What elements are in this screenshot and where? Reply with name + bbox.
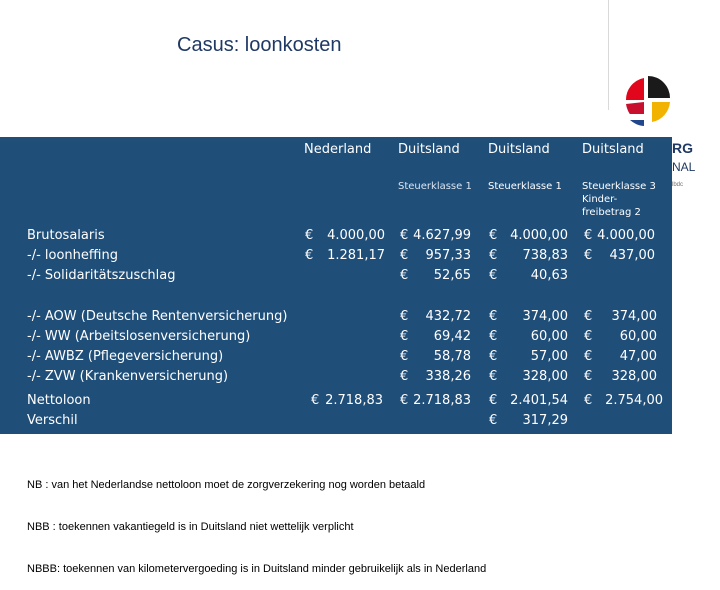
value-row: [305, 246, 385, 266]
column-header-duitsland-3: Duitsland: [582, 142, 644, 157]
value-row: [489, 391, 568, 411]
value-row: [489, 367, 568, 387]
value-row: [584, 347, 657, 367]
euro-sign: €: [584, 228, 593, 243]
values-duitsland2-netto: [489, 391, 568, 431]
value-cell: 2.718,83: [413, 393, 471, 408]
euro-sign: €: [400, 228, 409, 243]
value-row: [489, 327, 568, 347]
value-cell: 52,65: [433, 268, 471, 283]
value-row: [400, 347, 471, 367]
euro-sign: €: [400, 349, 409, 364]
value-cell: 437,00: [609, 248, 655, 263]
value-row: [311, 391, 383, 411]
value-row: [584, 367, 657, 387]
row-labels-premies: -/- AOW (Deutsche Rentenversicherung) -/- WW (Arbeitslosenversicherung) -/- AWBZ (Pflegeversicherung) -/- ZVW (Krankenversicherung): [27, 309, 288, 384]
euro-sign: €: [400, 369, 409, 384]
euro-sign: €: [400, 329, 409, 344]
value-cell: 2.718,83: [325, 393, 383, 408]
value-cell: 957,33: [425, 248, 471, 263]
value-cell: 738,83: [522, 248, 568, 263]
values-nederland-netto: [311, 391, 383, 411]
values-duitsland3-bruto: [584, 226, 655, 266]
value-cell: 4.000,00: [510, 228, 568, 243]
value-cell: 374,00: [522, 309, 568, 324]
value-cell: 4.000,00: [327, 228, 385, 243]
value-cell: 47,00: [619, 349, 657, 364]
euro-sign: €: [489, 248, 498, 263]
value-cell: 60,00: [530, 329, 568, 344]
euro-sign: €: [584, 309, 593, 324]
euro-sign: €: [489, 329, 498, 344]
logo-text-line2: NAL: [672, 160, 696, 174]
value-row: [489, 226, 568, 246]
value-row: [400, 367, 471, 387]
value-cell: 4.000,00: [597, 228, 655, 243]
value-row: [584, 246, 655, 266]
values-duitsland1-premies: [400, 307, 471, 387]
euro-sign: €: [489, 413, 498, 428]
value-cell: 2.401,54: [510, 393, 568, 408]
divider-line: [608, 0, 609, 110]
logo-text-line3: lbdc: [672, 182, 684, 188]
column-header-nederland: Nederland: [304, 142, 372, 157]
value-row: [400, 226, 471, 246]
euro-sign: €: [400, 393, 409, 408]
value-row: [305, 226, 385, 246]
value-row: [584, 327, 657, 347]
value-row: [400, 307, 471, 327]
value-row: [400, 266, 471, 286]
value-cell: 57,00: [530, 349, 568, 364]
euro-sign: €: [400, 309, 409, 324]
footnote-nbb: NBB : toekennen vakantiegeld is in Duitsland niet wettelijk verplicht: [27, 521, 354, 533]
euro-sign: €: [584, 349, 593, 364]
values-duitsland2-premies: [489, 307, 568, 387]
value-row: [584, 307, 657, 327]
footnote-nb: NB : van het Nederlandse nettoloon moet de zorgverzekering nog worden betaald: [27, 479, 426, 491]
slide-title: Casus: loonkosten: [177, 34, 342, 56]
value-row: [584, 226, 655, 246]
value-row: [584, 391, 663, 411]
values-duitsland2-bruto: [489, 226, 568, 286]
euregio-flag-logo: [624, 74, 672, 136]
value-row: [400, 327, 471, 347]
value-cell: 69,42: [433, 329, 471, 344]
value-cell: 4.627,99: [413, 228, 471, 243]
values-duitsland1-bruto: [400, 226, 471, 286]
column-sub-steuerklasse-1a: Steuerklasse 1: [398, 181, 472, 192]
value-cell: 432,72: [425, 309, 471, 324]
values-nederland-bruto: [305, 226, 385, 266]
euro-sign: €: [584, 248, 593, 263]
euro-sign: €: [489, 309, 498, 324]
euro-sign: €: [305, 228, 314, 243]
salary-comparison-table: [0, 137, 672, 434]
value-row: [400, 246, 471, 266]
column-sub-steuerklasse-1b: Steuerklasse 1: [488, 181, 562, 192]
value-cell: 40,63: [530, 268, 568, 283]
column-header-duitsland-2: Duitsland: [488, 142, 550, 157]
euro-sign: €: [584, 329, 593, 344]
value-row: [489, 266, 568, 286]
euro-sign: €: [489, 228, 498, 243]
euro-sign: €: [489, 369, 498, 384]
column-header-duitsland-1: Duitsland: [398, 142, 460, 157]
value-row: [489, 307, 568, 327]
euro-sign: €: [489, 393, 498, 408]
row-labels-netto: Nettoloon Verschil: [27, 393, 91, 428]
value-cell: 58,78: [433, 349, 471, 364]
euro-sign: €: [400, 268, 409, 283]
euro-sign: €: [489, 268, 498, 283]
value-cell: 1.281,17: [327, 248, 385, 263]
logo-text-line1: RG: [672, 140, 693, 156]
values-duitsland3-premies: [584, 307, 657, 387]
euro-sign: €: [305, 248, 314, 263]
value-row: [400, 391, 471, 411]
value-cell: 2.754,00: [605, 393, 663, 408]
euro-sign: €: [584, 369, 593, 384]
euro-sign: €: [311, 393, 320, 408]
column-sub-steuerklasse-3: Steuerklasse 3 Kinder- freibetrag 2: [582, 181, 656, 218]
value-cell: 328,00: [522, 369, 568, 384]
value-cell: 374,00: [611, 309, 657, 324]
value-cell: 338,26: [425, 369, 471, 384]
value-row: [489, 347, 568, 367]
row-labels-bruto: Brutosalaris -/- loonheffing -/- Solidaritätszuschlag: [27, 228, 176, 283]
value-cell: 328,00: [611, 369, 657, 384]
values-duitsland3-netto: [584, 391, 663, 411]
footnotes: [27, 450, 486, 590]
value-cell: 317,29: [522, 413, 568, 428]
euro-sign: €: [400, 248, 409, 263]
euro-sign: €: [584, 393, 593, 408]
values-duitsland1-netto: [400, 391, 471, 411]
footnote-nbbb: NBBB: toekennen van kilometervergoeding is in Duitsland minder gebruikelijk als in Nederland: [27, 563, 487, 575]
euro-sign: €: [489, 349, 498, 364]
value-row: [489, 411, 568, 431]
value-row: [489, 246, 568, 266]
value-cell: 60,00: [619, 329, 657, 344]
